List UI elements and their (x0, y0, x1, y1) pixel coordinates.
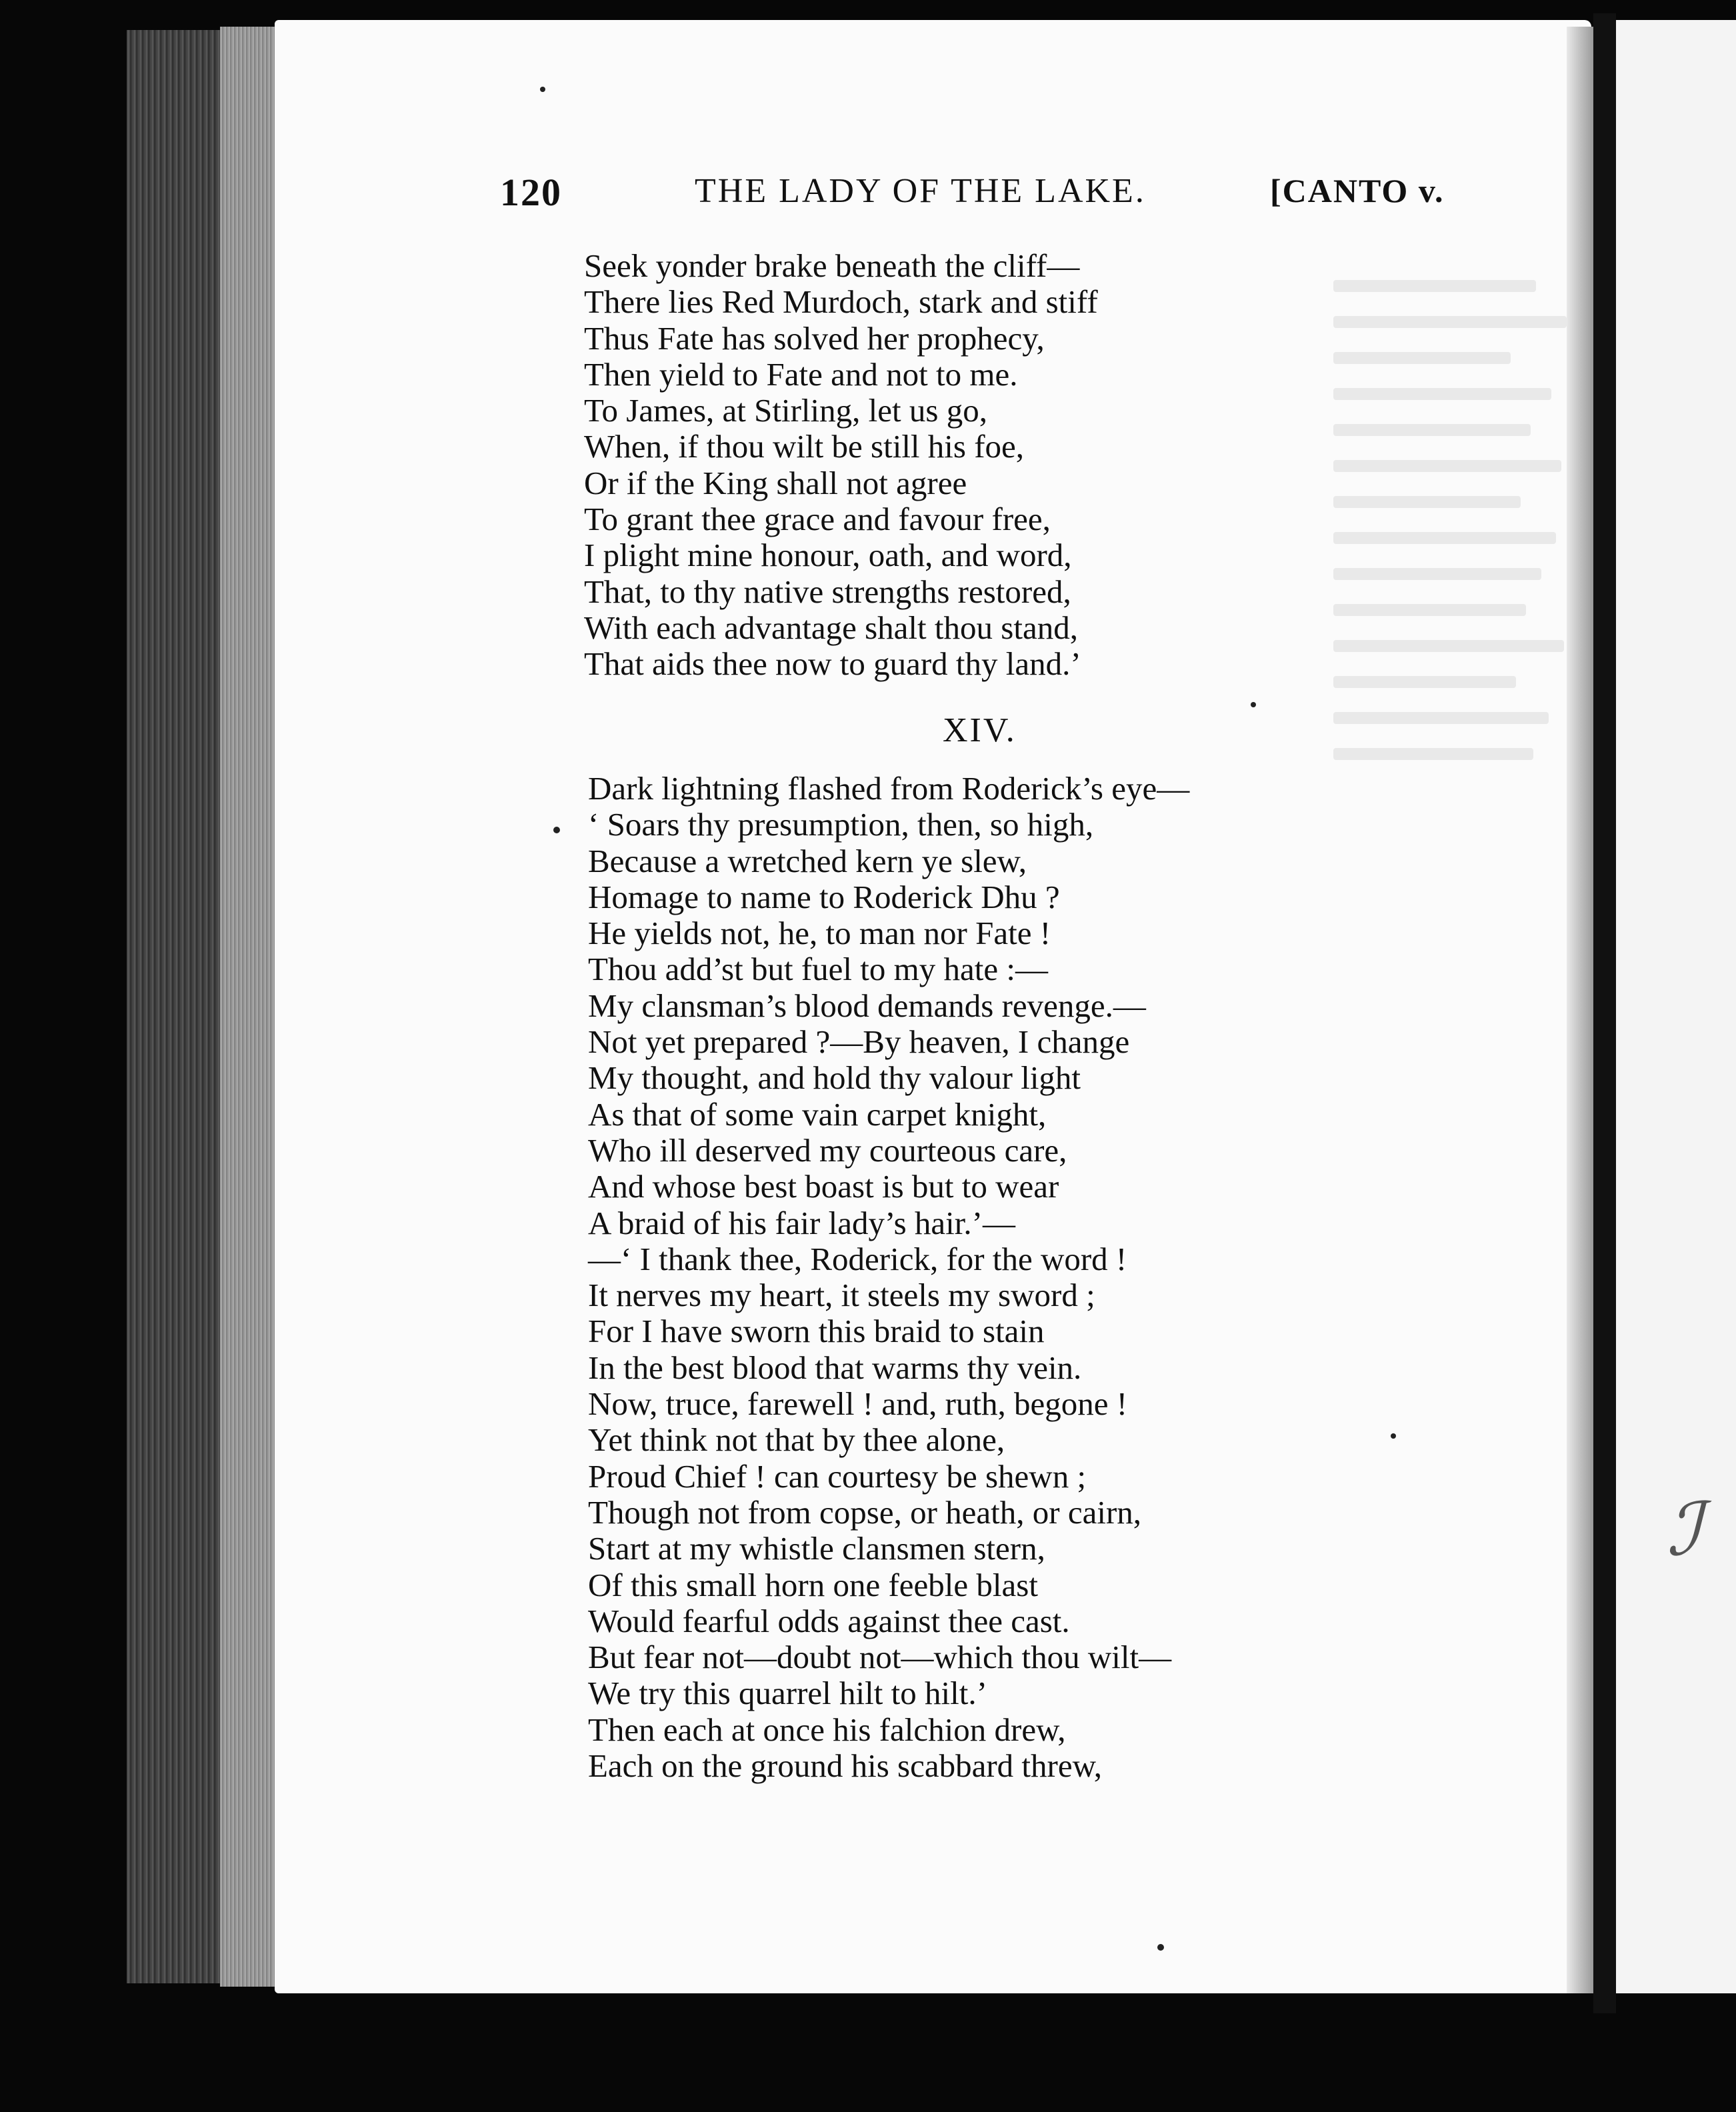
page-edge-highlight (220, 27, 280, 1987)
verse-line: In the best blood that warms thy vein. (588, 1349, 1082, 1386)
verse-line: That aids thee now to guard thy land.’ (584, 645, 1081, 683)
verse-line: I plight mine honour, oath, and word, (584, 537, 1072, 574)
dust-speck (1251, 702, 1256, 707)
verse-line: Dark lightning flashed from Roderick’s eye— (588, 770, 1190, 807)
verse-line: Now, truce, farewell ! and, ruth, begone ! (588, 1385, 1128, 1423)
verse-line: It nerves my heart, it steels my sword ; (588, 1277, 1095, 1314)
running-title: THE LADY OF THE LAKE. (695, 172, 1146, 210)
verse-line: Of this small horn one feeble blast (588, 1566, 1038, 1603)
verse-line: And whose best boast is but to wear (588, 1168, 1059, 1205)
verse-line: A braid of his fair lady’s hair.’— (588, 1204, 1015, 1241)
verse-line: Homage to name to Roderick Dhu ? (588, 878, 1060, 915)
dust-speck (1157, 1944, 1164, 1951)
verse-line: That, to thy native strengths restored, (584, 573, 1071, 610)
verse-line: To grant thee grace and favour free, (584, 501, 1051, 538)
verse-line: Thus Fate has solved her prophecy, (584, 319, 1045, 357)
verse-line: When, if thou wilt be still his foe, (584, 428, 1025, 465)
verse-line: Yet think not that by thee alone, (588, 1421, 1005, 1459)
verse-line: Or if the King shall not agree (584, 464, 967, 501)
stanza-xiv (588, 771, 1189, 1784)
verse-line: ‘ Soars thy presumption, then, so high, (588, 806, 1094, 843)
verse-line: My clansman’s blood demands revenge.— (588, 987, 1146, 1024)
verse-line: There lies Red Murdoch, stark and stiff (584, 283, 1098, 321)
verse-line: To James, at Stirling, let us go, (584, 392, 987, 429)
verse-line: Not yet prepared ?—By heaven, I change (588, 1023, 1130, 1061)
verse-line: Who ill deserved my courteous care, (588, 1131, 1067, 1169)
verse-line: Then yield to Fate and not to me. (584, 355, 1018, 393)
verse-line: We try this quarrel hilt to hilt.’ (588, 1675, 987, 1712)
dust-speck (553, 827, 560, 833)
verse-line: My thought, and hold thy valour light (588, 1059, 1081, 1097)
verse-line: But fear not—doubt not—which thou wilt— (588, 1639, 1172, 1676)
verse-line: As that of some vain carpet knight, (588, 1095, 1047, 1133)
section-heading: XIV. (943, 711, 1017, 749)
verse-line: Start at my whistle clansmen stern, (588, 1530, 1045, 1567)
verse-line: Seek yonder brake beneath the cliff— (584, 247, 1080, 284)
book-gutter (1593, 13, 1616, 2013)
verse-line: Would fearful odds against thee cast. (588, 1602, 1070, 1639)
verse-line: He yields not, he, to man nor Fate ! (588, 915, 1051, 952)
facing-page (1616, 20, 1736, 1993)
running-header (500, 170, 1447, 223)
verse-line: For I have sworn this braid to stain (588, 1313, 1045, 1350)
dust-speck (1391, 1433, 1396, 1439)
show-through-text (1333, 280, 1587, 1613)
canto-label: [CANTO v. (1270, 172, 1445, 209)
page-number: 120 (500, 171, 562, 214)
dust-speck (540, 87, 545, 92)
verse-line: Then each at once his falchion drew, (588, 1711, 1066, 1748)
facing-page-handwriting-mark: ℐ (1667, 1487, 1701, 1572)
verse-line: With each advantage shalt thou stand, (584, 609, 1078, 646)
stanza-xiii-ending (584, 248, 1098, 683)
verse-line: Proud Chief ! can courtesy be shewn ; (588, 1457, 1087, 1495)
verse-line: Because a wretched kern ye slew, (588, 842, 1027, 879)
verse-line: Thou add’st but fuel to my hate :— (588, 951, 1048, 988)
verse-line: Though not from copse, or heath, or cairn, (588, 1493, 1142, 1531)
verse-line: Each on the ground his scabbard threw, (588, 1747, 1103, 1785)
verse-line: —‘ I thank thee, Roderick, for the word ! (588, 1240, 1127, 1277)
